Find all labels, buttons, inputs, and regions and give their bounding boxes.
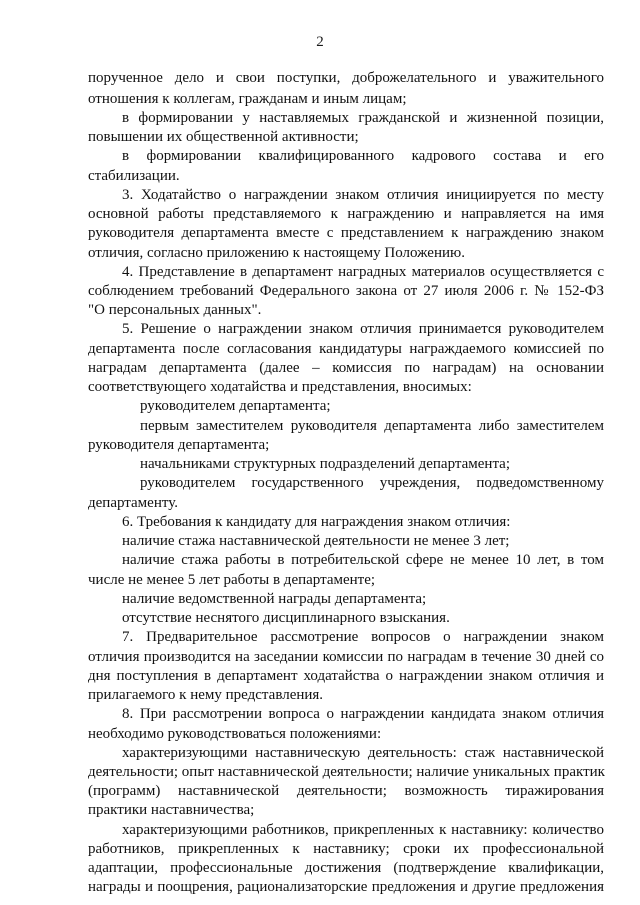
text-line: характеризующими работников, прикрепленных к наставнику: количество <box>122 822 604 838</box>
text-line: 7. Предварительное рассмотрение вопросов о награждении знаком <box>122 629 604 645</box>
text-line: адаптации, профессиональные достижения (подтверждение квалификации, <box>88 860 604 876</box>
text-line: характеризующими наставническую деятельность: стаж наставнической <box>122 745 604 761</box>
text-line: наличие ведомственной награды департамента; <box>122 591 427 607</box>
text-line: начальниками структурных подразделений департамента; <box>140 456 511 472</box>
text-line: 6. Требования к кандидату для награждения знаком отличия: <box>122 514 511 530</box>
text-line: 3. Ходатайство о награждении знаком отличия инициируется по месту <box>122 187 604 203</box>
text-line: департамента после согласования кандидатуры награждаемого комиссией по <box>88 341 604 357</box>
text-line: "О персональных данных". <box>88 302 262 318</box>
page-number: 2 <box>316 34 324 50</box>
text-line: повышении их общественной активности; <box>88 129 359 145</box>
text-line: в формировании у наставляемых гражданской и жизненной позиции, <box>122 110 604 126</box>
text-line: необходимо руководствоваться положениями: <box>88 726 382 742</box>
text-line: практики наставничества; <box>88 802 255 818</box>
text-line: основной работы представляемого к награждению и направляется на имя <box>88 206 604 222</box>
text-line: порученное дело и свои поступки, доброжелательного и уважительного <box>88 70 604 86</box>
text-line: наличие стажа наставнической деятельности не менее 3 лет; <box>122 533 510 549</box>
text-line: прилагаемого к нему представления. <box>88 687 324 703</box>
text-line: руководителем государственного учреждения, подведомственному <box>140 475 604 491</box>
text-line: (программ) наставнической деятельности; возможность тиражирования <box>88 783 604 799</box>
text-line: дня поступления в департамент ходатайства о награждении знаком отличия и <box>88 668 604 684</box>
text-line: соблюдением требований Федерального закона от 27 июля 2006 г. № 152-ФЗ <box>88 283 604 299</box>
text-line: отличия производится на заседании комиссии по наградам в течение 30 дней со <box>88 649 604 665</box>
text-line: отношения к коллегам, гражданам и иным лицам; <box>88 91 407 107</box>
text-line: руководителя департамента; <box>88 437 270 453</box>
text-line: 4. Представление в департамент наградных материалов осуществляется с <box>122 264 604 280</box>
text-line: руководителя департамента вместе с представлением к награждению знаком <box>88 225 604 241</box>
text-line: наградам департамента (далее – комиссия по наградам) на основании <box>88 360 604 376</box>
text-line: департаменту. <box>88 495 178 511</box>
text-line: отличия, согласно приложению к настоящему Положению. <box>88 245 465 261</box>
text-line: 8. При рассмотрении вопроса о награждении кандидата знаком отличия <box>122 706 604 722</box>
text-line: работников, прикрепленных к наставнику; сроки их профессиональной <box>88 841 604 857</box>
text-line: награды и поощрения, рационализаторские предложения и другие предложения <box>88 879 604 895</box>
text-line: отсутствие неснятого дисциплинарного взыскания. <box>122 610 450 626</box>
text-line: числе не менее 5 лет работы в департаменте; <box>88 572 376 588</box>
text-line: руководителем департамента; <box>140 398 331 414</box>
text-line: соответствующего ходатайства и представления, вносимых: <box>88 379 472 395</box>
text-line: в формировании квалифицированного кадрового состава и его <box>122 148 604 164</box>
text-line: 5. Решение о награждении знаком отличия принимается руководителем <box>122 321 604 337</box>
text-line: деятельности; опыт наставнической деятельности; наличие уникальных практик <box>88 764 605 780</box>
text-line: наличие стажа работы в потребительской сфере не менее 10 лет, в том <box>122 552 604 568</box>
text-line: первым заместителем руководителя департамента либо заместителем <box>140 418 604 434</box>
text-line: стабилизации. <box>88 168 180 184</box>
